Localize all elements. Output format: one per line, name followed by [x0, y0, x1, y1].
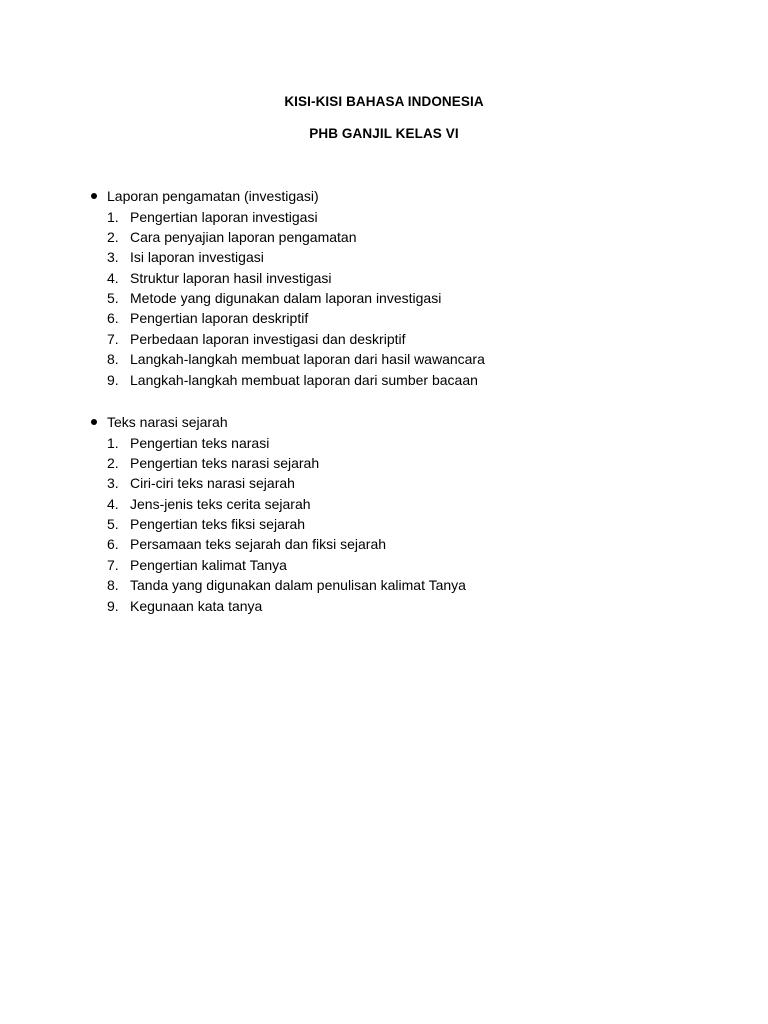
section-heading-text: Teks narasi sejarah	[107, 414, 228, 430]
list-item-text: Perbedaan laporan investigasi dan deskriptif	[130, 330, 406, 347]
list-item	[88, 308, 728, 328]
list-item	[88, 370, 728, 390]
list-item-text: Pengertian kalimat Tanya	[130, 556, 287, 573]
list-item	[88, 227, 728, 247]
numbered-list	[88, 433, 728, 617]
list-item-number: 1.	[107, 434, 119, 451]
list-item-number: 1.	[107, 208, 119, 225]
list-item-number: 4.	[107, 269, 119, 286]
list-item	[88, 473, 728, 493]
list-item-text: Kegunaan kata tanya	[130, 597, 263, 614]
bullet-icon	[91, 193, 97, 199]
list-item-text: Pengertian laporan investigasi	[130, 208, 318, 225]
list-item	[88, 207, 728, 227]
list-item-number: 9.	[107, 597, 119, 614]
list-item-number: 6.	[107, 310, 119, 327]
list-item	[88, 514, 728, 534]
list-item	[88, 534, 728, 554]
list-item	[88, 575, 728, 595]
section-heading	[88, 412, 728, 433]
list-item-text: Pengertian teks narasi sejarah	[130, 454, 320, 471]
section-heading-text: Laporan pengamatan (investigasi)	[107, 188, 319, 204]
list-item-text: Metode yang digunakan dalam laporan investigasi	[130, 290, 442, 307]
list-item-text: Pengertian teks narasi	[130, 434, 270, 451]
list-item-number: 7.	[107, 556, 119, 573]
list-item-text: Jens-jenis teks cerita sejarah	[130, 495, 311, 512]
section-teks-narasi-sejarah	[88, 412, 728, 616]
list-item-number: 5.	[107, 516, 119, 533]
list-item-number: 8.	[107, 577, 119, 594]
list-item-text: Ciri-ciri teks narasi sejarah	[130, 475, 295, 492]
list-item-text: Pengertian laporan deskriptif	[130, 310, 309, 327]
bullet-icon	[91, 419, 97, 425]
list-item	[88, 329, 728, 349]
list-item	[88, 288, 728, 308]
list-item	[88, 596, 728, 616]
list-item	[88, 268, 728, 288]
section-heading	[88, 186, 728, 207]
list-item-number: 2.	[107, 454, 119, 471]
document-title: KISI-KISI BAHASA INDONESIA	[284, 94, 484, 109]
list-item	[88, 453, 728, 473]
numbered-list	[88, 207, 728, 391]
list-item-text: Pengertian teks fiksi sejarah	[130, 516, 306, 533]
list-item	[88, 247, 728, 267]
list-item-number: 4.	[107, 495, 119, 512]
list-item	[88, 349, 728, 369]
list-item	[88, 433, 728, 453]
list-item-number: 7.	[107, 330, 119, 347]
list-item-text: Isi laporan investigasi	[130, 249, 264, 266]
list-item-number: 5.	[107, 290, 119, 307]
list-item	[88, 494, 728, 514]
list-item-number: 6.	[107, 536, 119, 553]
list-item-number: 8.	[107, 351, 119, 368]
list-item-text: Langkah-langkah membuat laporan dari hasil wawancara	[130, 351, 485, 368]
list-item-text: Persamaan teks sejarah dan fiksi sejarah	[130, 536, 387, 553]
list-item	[88, 555, 728, 575]
list-item-text: Tanda yang digunakan dalam penulisan kalimat Tanya	[130, 577, 466, 594]
document-subtitle: PHB GANJIL KELAS VI	[309, 126, 459, 141]
list-item-number: 9.	[107, 371, 119, 388]
list-item-number: 2.	[107, 228, 119, 245]
list-item-text: Cara penyajian laporan pengamatan	[130, 228, 357, 245]
section-laporan-pengamatan	[88, 186, 728, 390]
list-item-number: 3.	[107, 249, 119, 266]
list-item-text: Struktur laporan hasil investigasi	[130, 269, 332, 286]
list-item-text: Langkah-langkah membuat laporan dari sumber bacaan	[130, 371, 478, 388]
list-item-number: 3.	[107, 475, 119, 492]
